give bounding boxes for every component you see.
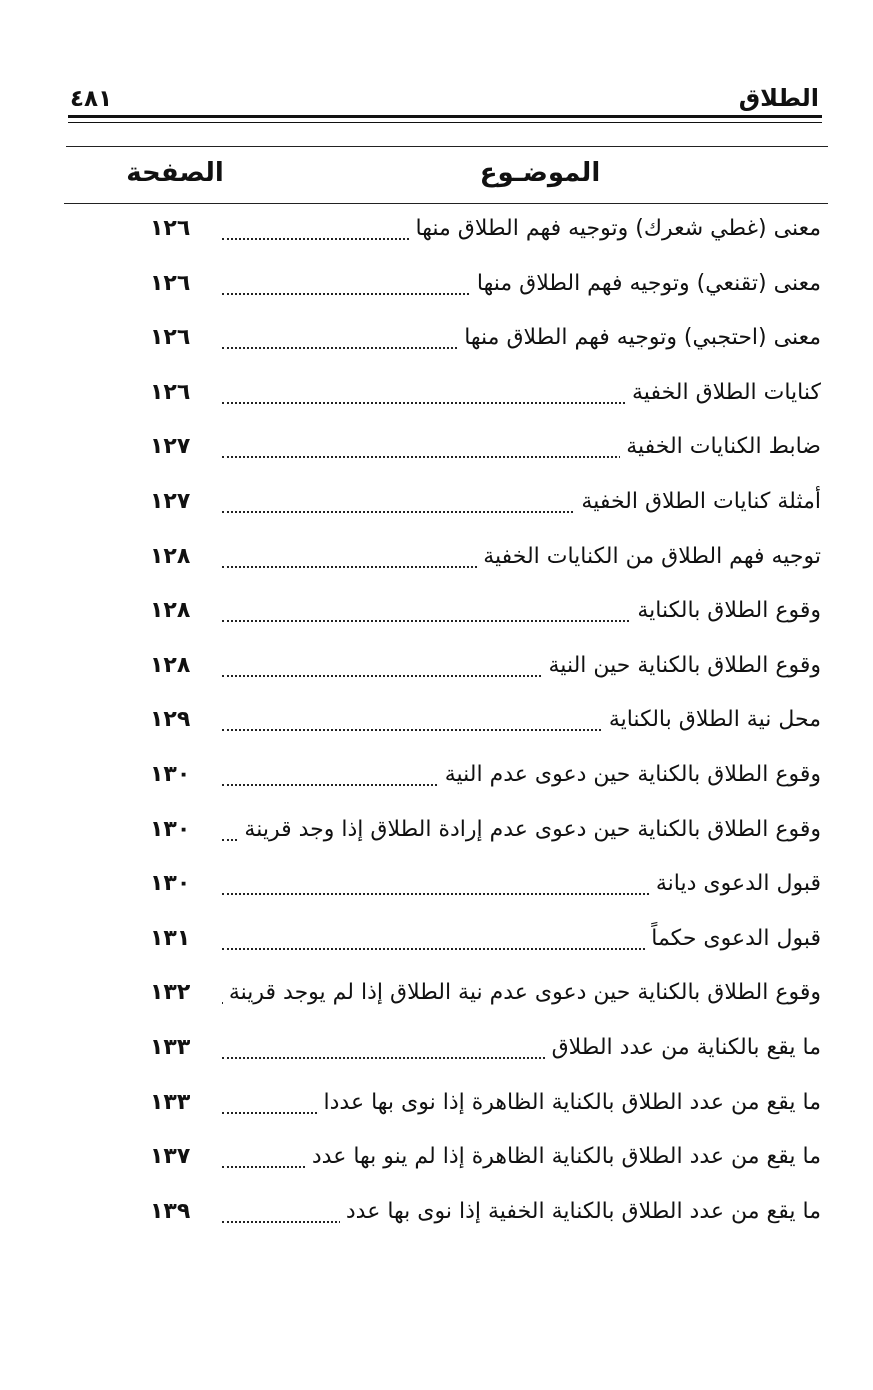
toc-entry-page: ١٣٠ [150,871,191,897]
toc-entry [0,424,873,479]
toc-entry-title: وقوع الطلاق بالكناية حين دعوى عدم نية الطلاق إذا لم يوجد قرينة [223,980,821,1005]
toc-entry-title: وقوع الطلاق بالكناية حين دعوى عدم النية [439,762,821,787]
toc-entry [0,970,873,1025]
toc-entry [0,588,873,643]
table-top-rule [66,146,828,147]
toc-entry-page: ١٣٩ [150,1198,191,1224]
toc-list [0,206,873,1243]
toc-entry [0,370,873,425]
column-header-topic: الموضـوع [479,158,601,188]
toc-entry-title: معنى (احتجبي) وتوجيه فهم الطلاق منها [458,325,821,350]
toc-entry-page: ١٣٠ [150,761,191,787]
column-header-page: الصفحة [126,158,224,188]
toc-entry-title: ضابط الكنايات الخفية [620,434,821,459]
toc-entry-page: ١٢٦ [150,325,191,351]
toc-entry [0,534,873,589]
toc-entry [0,261,873,316]
toc-entry-page: ١٣١ [150,925,191,951]
toc-entry [0,479,873,534]
header-rule-thin [68,122,822,123]
toc-entry-page: ١٢٦ [150,379,191,405]
toc-entry-page: ١٢٧ [150,488,191,514]
toc-entry-title: وقوع الطلاق بالكناية [631,598,821,623]
toc-entry-page: ١٣٠ [150,816,191,842]
toc-entry [0,315,873,370]
toc-entry [0,807,873,862]
toc-entry-page: ١٢٨ [150,598,191,624]
toc-entry [0,861,873,916]
toc-entry-page: ١٣٧ [150,1144,191,1170]
toc-entry-title: ما يقع بالكناية من عدد الطلاق [546,1035,821,1060]
toc-entry-title: قبول الدعوى ديانة [650,871,821,896]
toc-entry [0,697,873,752]
page-number: ٤٨١ [70,86,113,112]
running-title: الطلاق [738,84,819,112]
toc-entry-title: أمثلة كنايات الطلاق الخفية [575,489,821,514]
toc-entry [0,1189,873,1244]
toc-entry [0,643,873,698]
toc-entry-title: قبول الدعوى حكماً [645,926,821,951]
toc-entry [0,206,873,261]
column-header-rule [64,203,828,204]
toc-entry-title: كنايات الطلاق الخفية [626,380,821,405]
toc-entry-title: معنى (تقنعي) وتوجيه فهم الطلاق منها [471,271,821,296]
toc-entry [0,1025,873,1080]
toc-entry [0,1080,873,1135]
toc-entry [0,1134,873,1189]
toc-entry-page: ١٢٩ [150,707,191,733]
toc-entry-title: معنى (غطي شعرك) وتوجيه فهم الطلاق منها [410,216,821,241]
toc-entry-title: وقوع الطلاق بالكناية حين دعوى عدم إرادة الطلاق إذا وجد قرينة [238,817,821,842]
toc-entry-page: ١٣٣ [150,1034,191,1060]
toc-entry-page: ١٣٢ [150,980,191,1006]
toc-entry [0,916,873,971]
toc-entry-title: ما يقع من عدد الطلاق بالكناية الظاهرة إذا لم ينو بها عدد [306,1144,821,1169]
toc-entry-page: ١٢٨ [150,652,191,678]
toc-entry-page: ١٢٦ [150,216,191,241]
toc-entry-page: ١٢٨ [150,543,191,569]
toc-entry-title: توجيه فهم الطلاق من الكنايات الخفية [477,544,821,569]
toc-entry-title: ما يقع من عدد الطلاق بالكناية الخفية إذا نوى بها عدد [340,1199,821,1224]
toc-entry-title: وقوع الطلاق بالكناية حين النية [543,653,821,678]
toc-entry-page: ١٢٧ [150,434,191,460]
toc-entry-page: ١٢٦ [150,270,191,296]
toc-entry-title: ما يقع من عدد الطلاق بالكناية الظاهرة إذا نوى بها عددا [318,1090,822,1115]
toc-entry-page: ١٣٣ [150,1089,191,1115]
toc-entry [0,752,873,807]
toc-entry-title: محل نية الطلاق بالكناية [603,707,821,732]
header-rule-thick [68,115,822,118]
